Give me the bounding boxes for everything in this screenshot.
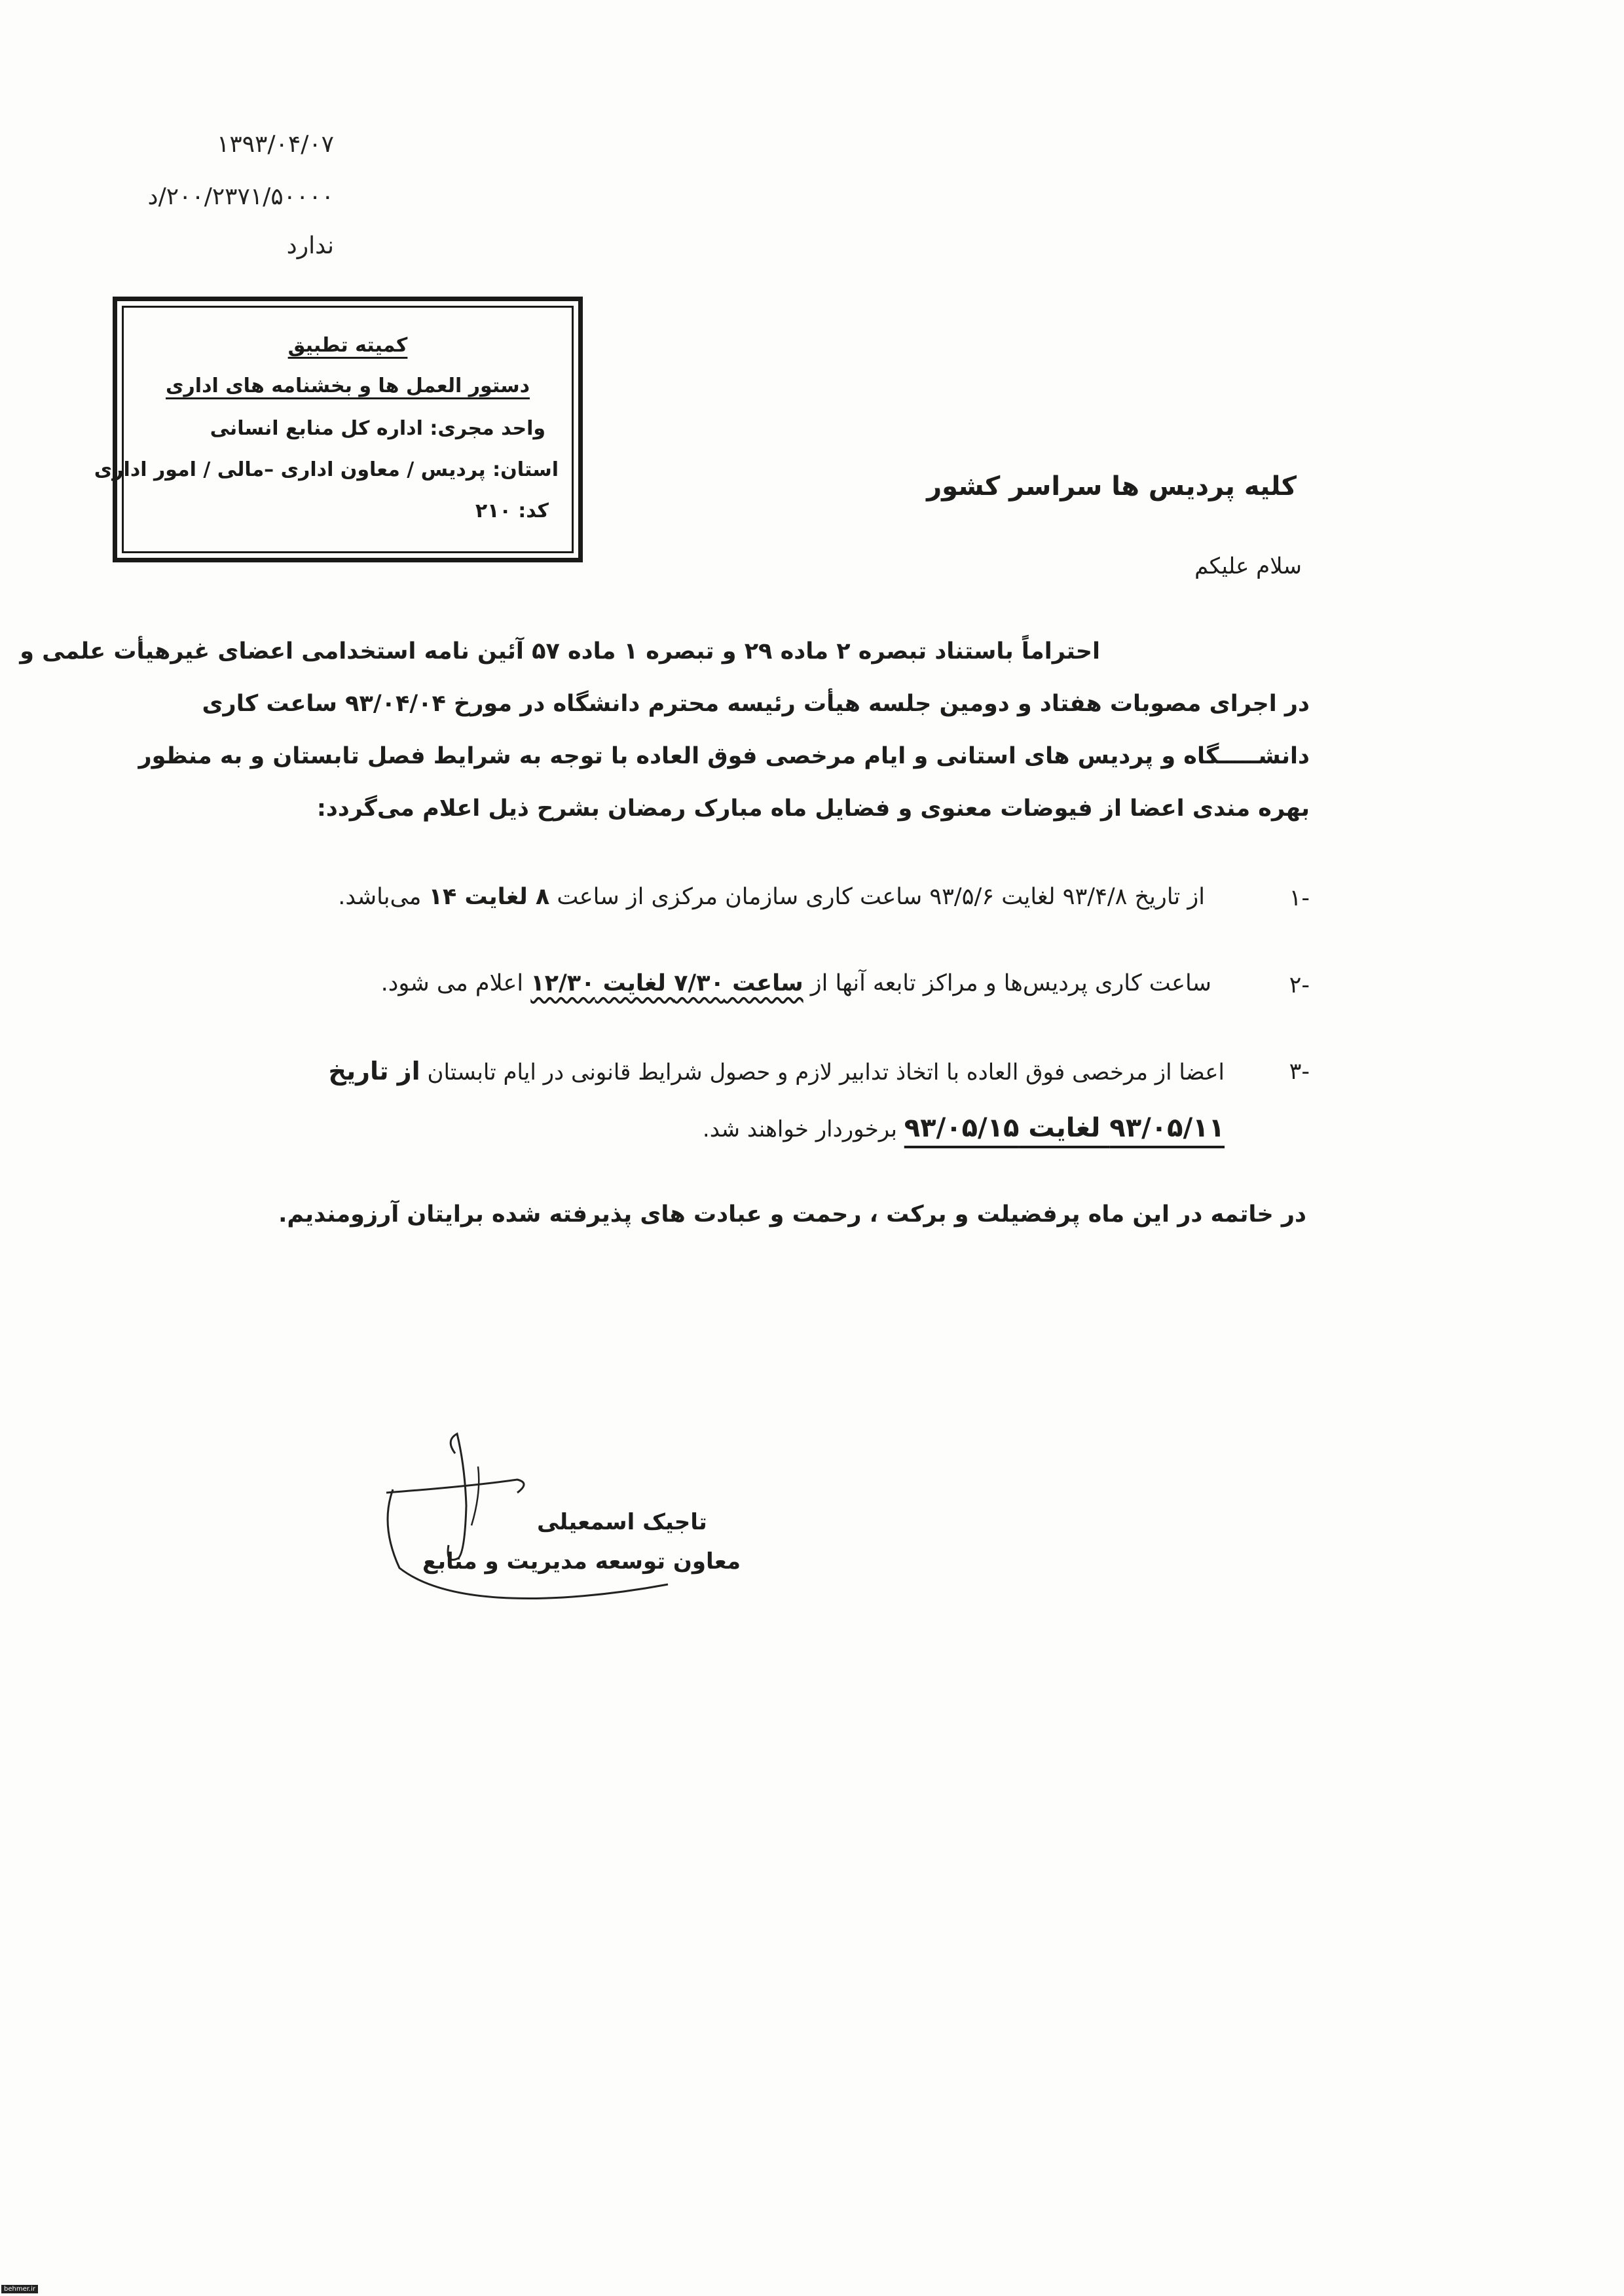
item-number: ۲- <box>1289 972 1310 998</box>
watermark-label: behmer.ir <box>1 2285 38 2293</box>
item-text: اعضا از مرخصی فوق العاده با اتخاذ تدابیر لازم و حصول شرایط قانونی در ایام تابستان <box>420 1059 1225 1085</box>
item-text: از تاریخ ۹۳/۴/۸ لغایت ۹۳/۵/۶ ساعت کاری سازمان مرکزی از ساعت <box>549 884 1205 910</box>
stamp-title: کمیته تطبیق <box>287 334 408 357</box>
item-text: می‌باشد. <box>338 884 429 910</box>
stamp-code: کد: ۲۱۰ <box>475 500 549 522</box>
item-number: ۱- <box>1289 885 1310 911</box>
item-hours: ۸ لغایت ۱۴ <box>428 884 550 910</box>
list-item-continuation <box>703 1113 1225 1143</box>
signatory-title: معاون توسعه مدیریت و منابع <box>422 1548 741 1575</box>
list-item <box>338 884 1205 910</box>
stamp-unit: واحد مجری: اداره کل منابع انسانی <box>210 417 545 440</box>
stamp-inner-frame <box>94 306 574 553</box>
intro-line: بهره مندی اعضا از فیوضات معنوی و فضایل ماه مبارک رمضان بشرح ذیل اعلام می‌گردد: <box>316 795 1310 822</box>
intro-paragraph <box>20 625 1310 835</box>
stamp-province: استان: پردیس / معاون اداری –مالی / امور اداری <box>94 458 559 481</box>
intro-line: در اجرای مصوبات هفتاد و دومین جلسه هیأت رئیسه محترم دانشگاه در مورخ ۹۳/۰۴/۰۴ ساعت کاری <box>202 691 1310 717</box>
intro-line: دانشـــــگاه و پردیس های استانی و ایام مرخصی فوق العاده با توجه به شرایط فصل تابستان و به منظور <box>138 743 1310 769</box>
letter-attachment: ندارد <box>286 232 334 259</box>
committee-stamp <box>94 297 583 562</box>
item-text: اعلام می شود. <box>380 970 531 996</box>
greeting: سلام علیکم <box>1194 553 1302 579</box>
item-number: ۳- <box>1289 1059 1310 1085</box>
stamp-subtitle: دستور العمل ها و بخشنامه های اداری <box>166 374 530 397</box>
letter-date: ۱۳۹۳/۰۴/۰۷ <box>217 131 334 158</box>
item-date-range: ۹۳/۰۵/۱۱ لغایت ۹۳/۰۵/۱۵ <box>904 1113 1225 1143</box>
item-hours: ساعت ۷/۳۰ لغایت ۱۲/۳۰ <box>530 970 803 996</box>
recipient: کلیه پردیس ها سراسر کشور <box>927 471 1297 501</box>
list-item <box>328 1057 1225 1085</box>
item-text: ساعت کاری پردیس‌ها و مراکز تابعه آنها از <box>803 970 1211 996</box>
signatory-name: تاجیک اسمعیلی <box>537 1509 707 1535</box>
closing-paragraph: در خاتمه در این ماه پرفضیلت و برکت ، رحمت و عبادت های پذیرفته شده برایتان آرزومندیم. <box>278 1201 1306 1228</box>
letter-number: ۲۰۰/۲۳۷۱/۵۰۰۰۰/د <box>147 183 334 210</box>
item-date-label: از تاریخ <box>328 1057 420 1085</box>
intro-line: احتراماً باستناد تبصره ۲ ماده ۲۹ و تبصره ۱ ماده ۵۷ آئین نامه استخدامی اعضای غیرهیأت علمی و <box>20 638 1100 665</box>
item-text: برخوردار خواهند شد. <box>702 1116 904 1142</box>
list-item <box>381 970 1211 996</box>
